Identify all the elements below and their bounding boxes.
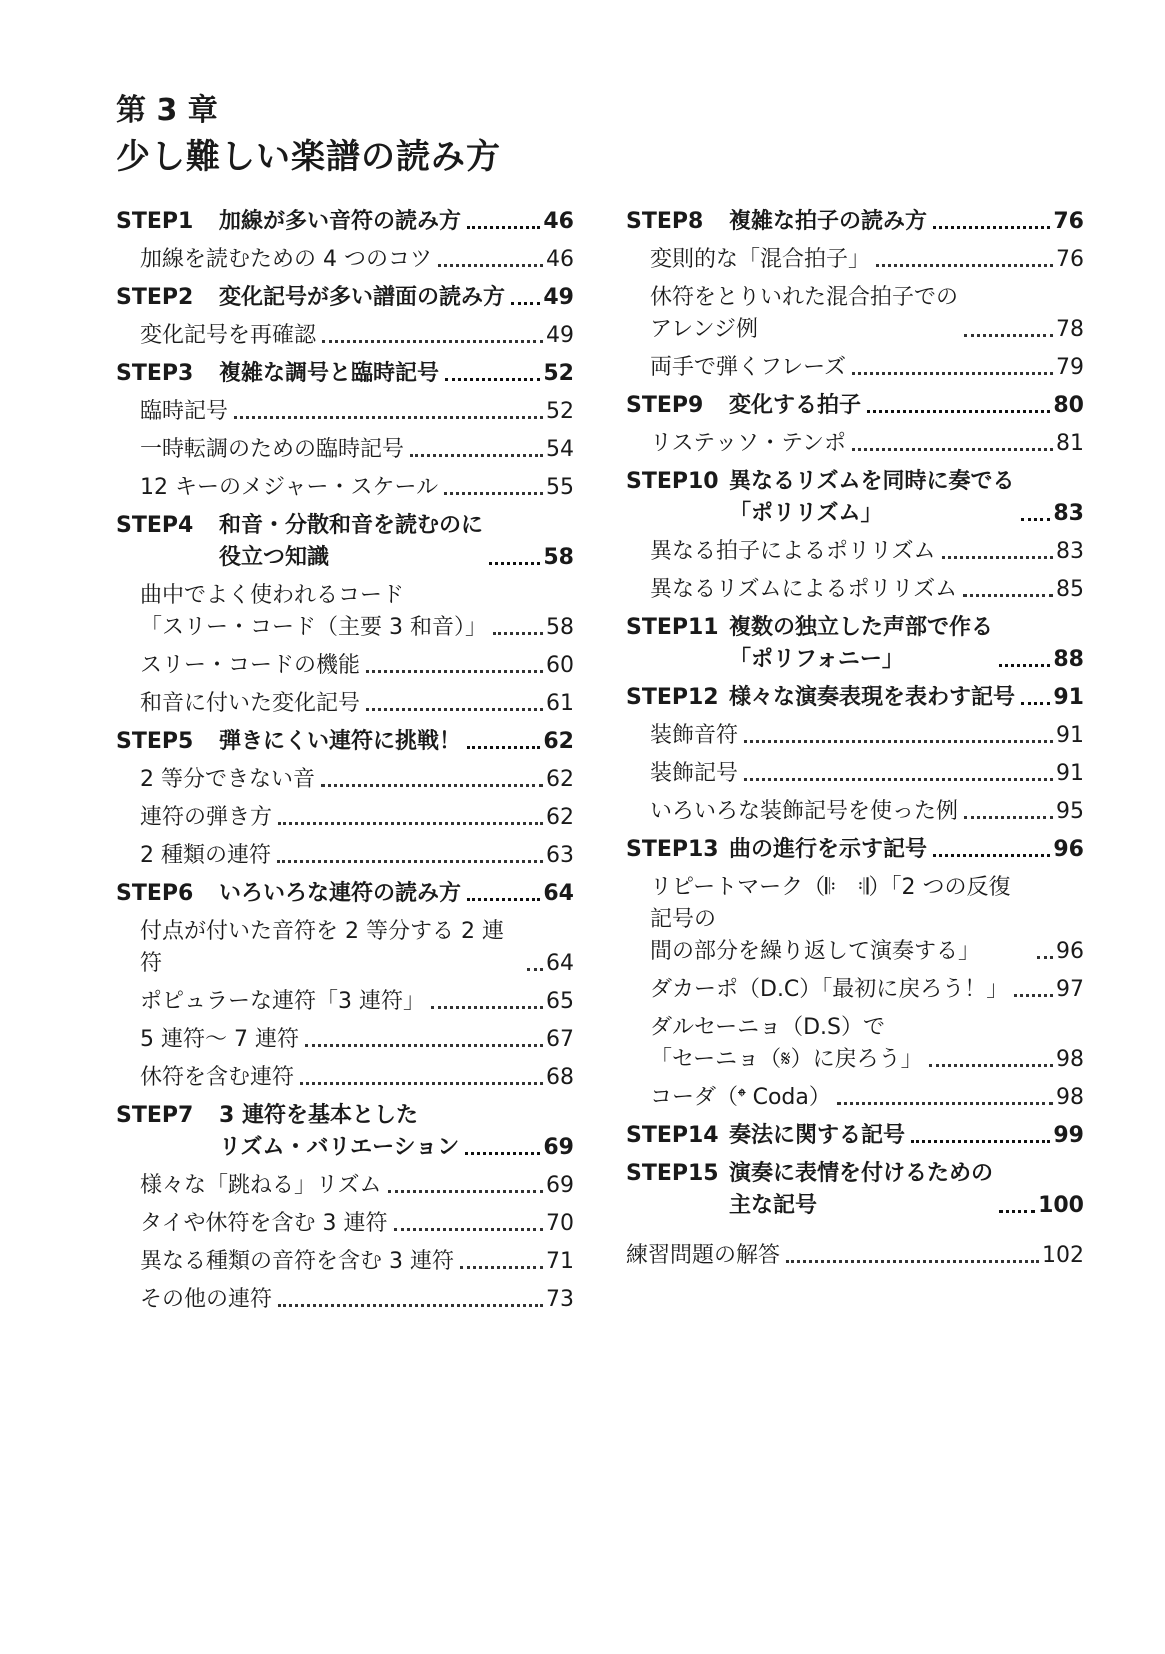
toc-entry-label: リピートマーク（𝄆 𝄇）「2 つの反復記号の 間の部分を繰り返して演奏する」 [650,875,1011,964]
toc-page-number: 64 [546,951,574,976]
toc-page-number: 49 [546,323,574,348]
toc-page-number: 91 [1053,685,1084,710]
toc-sub-entry[interactable] [116,1062,574,1094]
toc-page-number: 98 [1056,1047,1084,1072]
toc-sub-entry[interactable] [626,428,1084,460]
toc-page-number: 46 [543,209,574,234]
toc-page-number: 83 [1056,539,1084,564]
step-number: STEP3 [116,361,194,386]
toc-page-number: 62 [546,805,574,830]
toc-page-number: 76 [1053,209,1084,234]
toc-entry-label [116,510,483,574]
leader-dots [438,264,543,267]
toc-page-number: 55 [546,475,574,500]
toc-page-number: 100 [1038,1193,1084,1218]
toc-sub-entry[interactable] [116,472,574,504]
leader-dots [300,1082,543,1085]
leader-dots [837,1102,1053,1105]
toc-page-number: 95 [1056,799,1084,824]
step-number: STEP2 [116,285,194,310]
toc-entry-label: 装飾記号 [650,761,739,786]
toc-step-entry[interactable] [626,206,1084,238]
toc-answers-entry[interactable] [626,1240,1084,1278]
step-number: STEP8 [626,209,704,234]
toc-entry-label: 曲中でよく使われるコード 「スリー・コード（主要 3 和音）」 [140,583,487,640]
toc-sub-entry[interactable] [116,244,574,276]
leader-dots [527,968,543,971]
leader-dots [388,1190,543,1193]
toc-page-number: 98 [1056,1085,1084,1110]
leader-dots [852,448,1053,451]
toc-page-number: 63 [546,843,574,868]
toc-entry-label [626,206,927,238]
leader-dots [322,340,543,343]
toc-page-number: 49 [543,285,574,310]
leader-dots [867,410,1050,413]
toc-page-number: 79 [1056,355,1084,380]
toc-step-entry[interactable] [626,682,1084,714]
toc-entry-label: 付点が付いた音符を 2 等分する 2 連符 [140,919,504,976]
toc-page-number: 102 [1042,1243,1084,1268]
toc-step-entry[interactable] [116,510,574,574]
toc-entry-label: 異なる拍子によるポリリズム [650,539,936,564]
toc-sub-entry[interactable] [626,1082,1084,1114]
step-number: STEP5 [116,729,194,754]
step-title: 3 連符を基本とした リズム・バリエーション [219,1103,460,1160]
leader-dots [852,372,1053,375]
toc-step-entry[interactable] [626,1158,1084,1222]
step-title: 加線が多い音符の読み方 [219,209,462,234]
toc-entry-label [116,878,461,910]
toc-entry-label: 装飾音符 [650,723,739,748]
leader-dots [1021,702,1050,705]
toc-page-number: 69 [543,1135,574,1160]
toc-sub-entry[interactable] [626,574,1084,606]
leader-dots [460,1266,543,1269]
leader-dots [744,778,1053,781]
toc-entry-label: ポピュラーな連符「3 連符」 [140,989,425,1014]
toc-step-entry[interactable] [116,282,574,314]
toc-step-entry[interactable] [626,1120,1084,1152]
toc-entry-label: ダカーポ（D.C）「最初に戻ろう！」 [650,977,1009,1002]
toc-step-entry[interactable] [116,206,574,238]
toc-sub-entry[interactable] [116,688,574,720]
toc-page-number: 58 [546,615,574,640]
leader-dots [511,302,540,305]
step-number: STEP11 [626,615,719,640]
toc-page-number: 91 [1056,723,1084,748]
leader-dots [366,708,543,711]
toc-entry-label: 変則的な「混合拍子」 [650,247,871,272]
step-number: STEP4 [116,513,194,538]
toc-entry-label: 加線を読むための 4 つのコツ [140,247,432,272]
toc-step-entry[interactable] [116,878,574,910]
toc-entry-label: 2 種類の連符 [140,843,271,868]
leader-dots [431,1006,543,1009]
toc-page-number: 96 [1053,837,1084,862]
step-title: 複雑な調号と臨時記号 [219,361,440,386]
toc-entry-label: 異なる種類の音符を含む 3 連符 [140,1249,454,1274]
toc-entry-label [116,282,505,314]
leader-dots [964,334,1053,337]
leader-dots [744,740,1053,743]
leader-dots [489,562,540,565]
toc-entry-label: 様々な「跳ねる」リズム [140,1173,382,1198]
toc-page-number: 85 [1056,577,1084,602]
step-title: 和音・分散和音を読むのに 役立つ知識 [219,513,484,570]
toc-page-number: 83 [1053,501,1084,526]
toc-right-column [626,206,1084,1228]
toc-entry-label: 休符をとりいれた混合拍子での アレンジ例 [650,285,959,342]
chapter-number: 第 3 章 [116,93,218,128]
step-number: STEP7 [116,1103,194,1128]
toc-entry-label [626,390,861,422]
toc-step-entry[interactable] [626,390,1084,422]
toc-step-entry[interactable] [116,1100,574,1164]
toc-page-number: 88 [1053,647,1084,672]
leader-dots [999,1210,1035,1213]
leader-dots [278,822,543,825]
leader-dots [394,1228,543,1231]
toc-entry-label [626,612,993,676]
step-title: 変化記号が多い譜面の読み方 [219,285,506,310]
toc-step-entry[interactable] [116,726,574,758]
toc-sub-entry[interactable] [116,840,574,872]
toc-page-number: 62 [546,767,574,792]
toc-entry-label [116,726,461,758]
toc-entry-label: 一時転調のための臨時記号 [140,437,405,462]
toc-page-number: 81 [1056,431,1084,456]
toc-entry-label: 12 キーのメジャー・スケール [140,475,439,500]
toc-sub-entry[interactable] [116,1284,574,1316]
toc-entry-title: 練習問題の解答 [626,1243,781,1268]
leader-dots [1014,994,1053,997]
toc-sub-entry[interactable] [626,720,1084,752]
toc-page-number: 71 [546,1249,574,1274]
leader-dots [929,1064,1053,1067]
toc-sub-entry[interactable] [116,580,574,644]
step-title: 複数の独立した声部で作る 「ポリフォニー」 [729,615,994,672]
toc-sub-entry[interactable] [116,986,574,1018]
step-number: STEP10 [626,469,719,494]
step-title: 曲の進行を示す記号 [729,837,928,862]
leader-dots [467,226,540,229]
toc-entry[interactable] [626,1240,1084,1272]
toc-sub-entry[interactable] [116,650,574,682]
toc-sub-entry[interactable] [626,872,1084,968]
leader-dots [234,416,543,419]
leader-dots [467,898,540,901]
step-title: 奏法に関する記号 [729,1123,906,1148]
toc-entry-label: リステッソ・テンポ [650,431,847,456]
toc-entry-label: 5 連符〜 7 連符 [140,1027,299,1052]
toc-entry-label: スリー・コードの機能 [140,653,361,678]
toc-page-number: 96 [1056,939,1084,964]
toc-entry-label: いろいろな装飾記号を使った例 [650,799,959,824]
toc-page-number: 73 [546,1287,574,1312]
step-number: STEP14 [626,1123,719,1148]
toc-entry-label [626,1158,993,1222]
leader-dots [933,854,1050,857]
toc-sub-entry[interactable] [116,916,574,980]
leader-dots [911,1140,1050,1143]
toc-entry-label: 両手で弾くフレーズ [650,355,847,380]
toc-entry-label: 2 等分できない音 [140,767,315,792]
toc-entry-label: 臨時記号 [140,399,229,424]
toc-sub-entry[interactable] [626,244,1084,276]
toc-page-number: 99 [1053,1123,1084,1148]
toc-page-number: 65 [546,989,574,1014]
leader-dots [493,632,543,635]
toc-left-column [116,206,574,1322]
leader-dots [999,664,1050,667]
leader-dots [445,378,540,381]
toc-entry-label: その他の連符 [140,1287,273,1312]
leader-dots [366,670,543,673]
leader-dots [467,746,540,749]
leader-dots [278,1304,543,1307]
toc-sub-entry[interactable] [116,1208,574,1240]
step-number: STEP12 [626,685,719,710]
toc-page-number: 64 [543,881,574,906]
leader-dots [410,454,543,457]
toc-sub-entry[interactable] [116,802,574,834]
toc-entry-label [116,1100,459,1164]
toc-entry-label [626,834,927,866]
toc-sub-entry[interactable] [116,434,574,466]
leader-dots [1037,956,1053,959]
chapter-title: 少し難しい楽譜の読み方 [116,136,501,177]
toc-step-entry[interactable] [116,358,574,390]
toc-entry-label [626,1120,905,1152]
toc-page-number: 52 [543,361,574,386]
leader-dots [933,226,1050,229]
toc-sub-entry[interactable] [116,1246,574,1278]
toc-page-number: 76 [1056,247,1084,272]
step-number: STEP6 [116,881,194,906]
toc-page-number: 58 [543,545,574,570]
toc-page-number: 46 [546,247,574,272]
toc-sub-entry[interactable] [116,764,574,796]
step-title: 様々な演奏表現を表わす記号 [729,685,1016,710]
toc-sub-entry[interactable] [626,974,1084,1006]
toc-page-number: 80 [1053,393,1084,418]
toc-page-number: 52 [546,399,574,424]
leader-dots [964,816,1053,819]
toc-page-number: 60 [546,653,574,678]
toc-page-number: 70 [546,1211,574,1236]
toc-page-number: 91 [1056,761,1084,786]
toc-page-number: 97 [1056,977,1084,1002]
toc-sub-entry[interactable] [626,758,1084,790]
toc-entry-label: 変化記号を再確認 [140,323,317,348]
leader-dots [876,264,1053,267]
step-number: STEP15 [626,1161,719,1186]
toc-page-number: 62 [543,729,574,754]
toc-entry-label: 連符の弾き方 [140,805,273,830]
toc-entry-label [626,682,1015,714]
toc-sub-entry[interactable] [626,796,1084,828]
toc-page-number: 67 [546,1027,574,1052]
toc-step-entry[interactable] [626,612,1084,676]
toc-entry-label: ダルセーニョ（D.S）で 「セーニョ（𝄋）に戻ろう」 [650,1015,923,1072]
chapter-heading [116,92,501,178]
toc-entry-label: 和音に付いた変化記号 [140,691,361,716]
toc-page-number: 61 [546,691,574,716]
toc-step-entry[interactable] [626,466,1084,530]
toc-sub-entry[interactable] [116,1170,574,1202]
toc-sub-entry[interactable] [626,352,1084,384]
step-title: 変化する拍子 [729,393,862,418]
leader-dots [321,784,543,787]
toc-entry-label [116,206,461,238]
leader-dots [277,860,543,863]
leader-dots [465,1152,540,1155]
step-number: STEP9 [626,393,704,418]
toc-page-number: 78 [1056,317,1084,342]
toc-entry-label: 休符を含む連符 [140,1065,295,1090]
toc-sub-entry[interactable] [626,1012,1084,1076]
leader-dots [786,1260,1039,1263]
toc-page-number: 68 [546,1065,574,1090]
toc-sub-entry[interactable] [116,320,574,352]
leader-dots [942,556,1053,559]
toc-page-number: 69 [546,1173,574,1198]
step-number: STEP13 [626,837,719,862]
toc-entry-label [626,466,1015,530]
toc-page-number: 54 [546,437,574,462]
leader-dots [963,594,1053,597]
step-title: いろいろな連符の読み方 [219,881,462,906]
leader-dots [444,492,543,495]
toc-entry-label [116,358,439,390]
toc-sub-entry[interactable] [626,282,1084,346]
toc-entry-label: コーダ（𝄌 Coda） [650,1085,831,1110]
toc-sub-entry[interactable] [116,1024,574,1056]
toc-sub-entry[interactable] [116,396,574,428]
leader-dots [1021,518,1051,521]
toc-sub-entry[interactable] [626,536,1084,568]
toc-step-entry[interactable] [626,834,1084,866]
step-title: 弾きにくい連符に挑戦！ [219,729,462,754]
step-title: 演奏に表情を付けるための 主な記号 [729,1161,994,1218]
step-title: 複雑な拍子の読み方 [729,209,928,234]
leader-dots [305,1044,543,1047]
toc-entry-label: 異なるリズムによるポリリズム [650,577,958,602]
toc-entry-label: タイや休符を含む 3 連符 [140,1211,388,1236]
step-number: STEP1 [116,209,194,234]
step-title: 異なるリズムを同時に奏でる 「ポリリズム」 [729,469,1015,526]
